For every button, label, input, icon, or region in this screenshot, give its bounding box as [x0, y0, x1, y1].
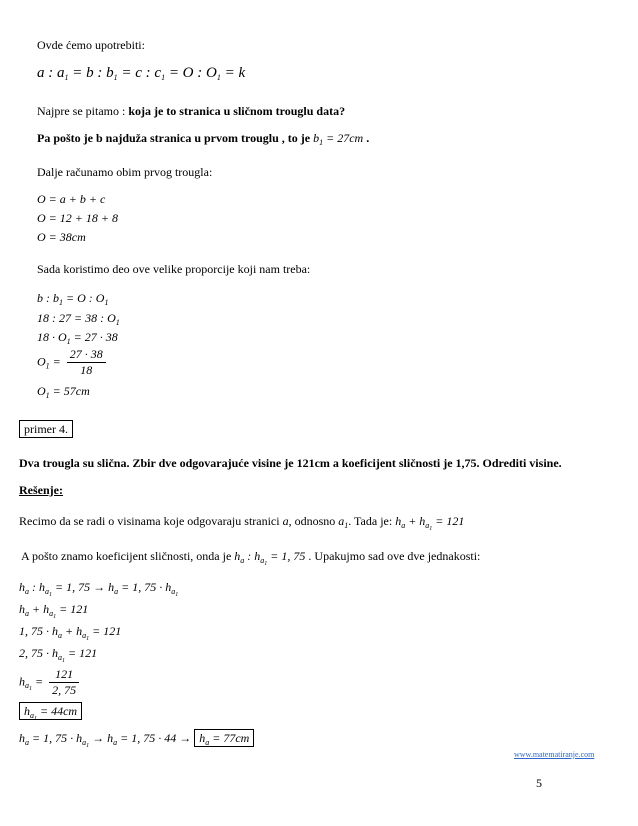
perimeter-line-1: O = a + b + c	[37, 192, 106, 206]
proportion-line-3: $18 \cdot O_1 = 27 \cdot 38$	[37, 330, 118, 346]
proportion-intro: Sada koristimo deo ove velike proporcije koji nam treba:	[37, 262, 311, 276]
perimeter-intro: Dalje računamo obim prvog trougla:	[37, 165, 213, 179]
solution-line-2: A pošto znamo koeficijent sličnosti, onda je $h_a$ : $h_{a_1} = 1$, 75 . Upakujmo sad ove dve jednakosti:	[21, 549, 481, 567]
perimeter-line-2: O = 12 + 18 + 8	[37, 211, 118, 225]
proportion-line-1: b : $b_1 = O$ : $O_1$	[37, 291, 109, 307]
question-line: Najpre se pitamo : koja je to stranica u sličnom trouglu data?	[37, 104, 346, 118]
calc-row-2: $h_a + h_{a_1} = 121$	[19, 602, 89, 620]
calc-fraction: $h_{a_1}$ = $\frac{121}{2, 75}$	[19, 668, 82, 697]
calc-row-3: 1, $75 \cdot h_a + h_{a_1} = 121$	[19, 624, 122, 642]
problem-statement: Dva trougla su slična. Zbir dve odgovarajuće visine je 121cm a koeficijent sličnosti je 1,75. Odrediti visine.	[19, 456, 562, 470]
boxed-result-1: $h_{a_1} = 44cm$	[19, 704, 82, 726]
proportion-line-2: 18 : 27 = 38 : $O_1$	[37, 311, 120, 327]
page-number: 5	[536, 776, 542, 790]
example-label: primer 4.	[19, 420, 73, 438]
solution-heading: Rešenje:	[19, 483, 63, 497]
intro-text: Ovde ćemo upotrebiti:	[37, 38, 145, 52]
calc-row-1: $h_a$ : $h_{a_1} = 1$, $75 \to h_a = 1$, $75 \cdot h_{a_1}$	[19, 580, 179, 598]
proportion-formula: a : $a_1 = b$ : $b_1 = c$ : $c_1 = O$ : $O_1 = k$	[37, 65, 246, 82]
answer-line: Pa pošto je b najduža stranica u prvom trouglu , to je $b_1 = 27cm$ .	[37, 131, 370, 147]
o1-fraction: $O_1$ = $\frac{27 \cdot 38}{18}$	[37, 348, 109, 377]
final-line: $h_a = 1$, $75 \cdot h_{a_1} \to h_a = 1$, $75 \cdot 44 \to h_a = 77cm$	[19, 731, 254, 753]
solution-line-1: Recimo da se radi o visinama koje odgovaraju stranici a, odnosno $a_1$. Tada je: $h_a + h_{a_1} = 121$	[19, 514, 465, 532]
calc-row-4: 2, $75 \cdot h_{a_1} = 121$	[19, 646, 98, 664]
website-link[interactable]: www.matematiranje.com	[514, 750, 595, 759]
o1-result: $O_1 = 57cm$	[37, 384, 90, 400]
perimeter-line-3: O = 38cm	[37, 230, 86, 244]
